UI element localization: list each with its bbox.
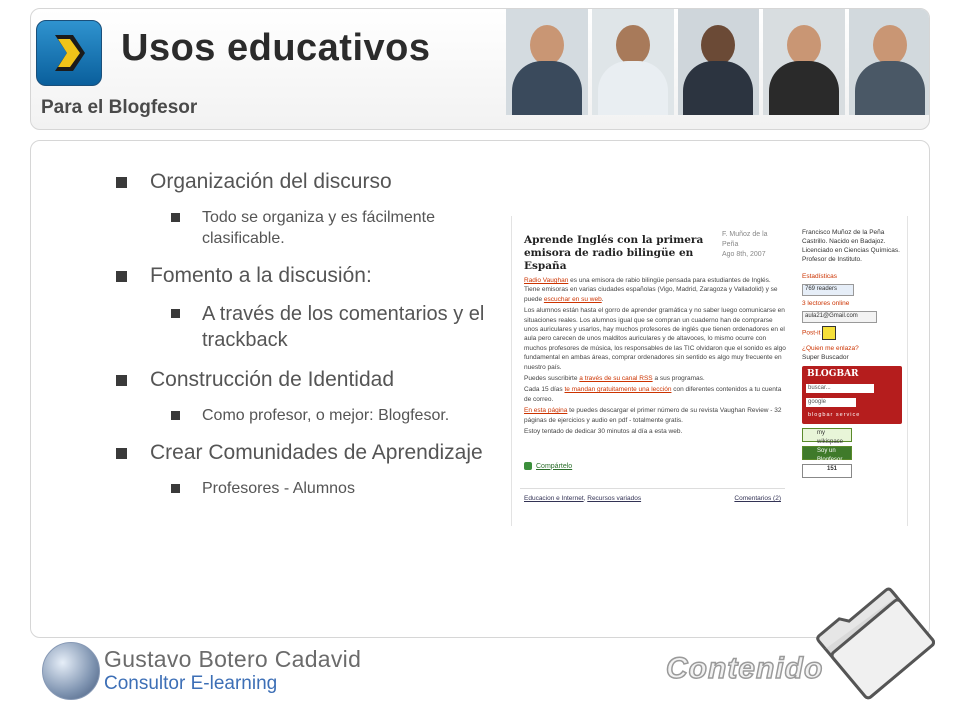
post-title: Aprende Inglés con la primera emisora de radio bilingüe en España (524, 234, 704, 272)
header-photo (506, 9, 588, 115)
square-bullet-icon (171, 213, 180, 222)
contenido-button[interactable]: Contenido (666, 652, 824, 685)
share-button[interactable]: Compártelo (524, 462, 572, 470)
square-bullet-icon (171, 484, 180, 493)
bullet-list (116, 169, 501, 513)
link-radio[interactable]: Radio Vaughan (524, 277, 569, 284)
online-count: 3 lectores online (802, 300, 850, 307)
blog-screenshot (511, 216, 908, 526)
post-meta (722, 230, 782, 260)
links-link[interactable]: ¿Quien me enlaza? (802, 345, 859, 352)
blogbar-service: blogbar service (808, 412, 861, 418)
link-lesson[interactable]: te mandan gratuitamente una lección (564, 386, 672, 394)
blogfesor-badge[interactable]: Soy un Blogfesor (802, 446, 852, 460)
header-photo (849, 9, 930, 115)
header-photo (678, 9, 760, 115)
square-bullet-icon (116, 271, 127, 282)
bullet-item: Organización del discurso (116, 169, 501, 195)
square-bullet-icon (171, 411, 180, 420)
sub-bullet-item: Todo se organiza y es fácilmente clasificable. (171, 207, 501, 249)
header-photo (592, 9, 674, 115)
globe-logo-icon (42, 642, 100, 700)
square-bullet-icon (171, 309, 180, 318)
bullet-item: Crear Comunidades de Aprendizaje (116, 440, 501, 466)
author-role: Consultor E-learning (104, 673, 278, 694)
blogbar-engine-select[interactable]: google (806, 398, 856, 407)
post-date: Ago 8th, 2007 (722, 251, 766, 258)
content-panel (30, 140, 930, 638)
blogbar-search-input[interactable]: buscar... (806, 384, 874, 393)
page-title: Usos educativos (121, 27, 431, 69)
wikispace-badge[interactable]: my wikispace (802, 428, 852, 442)
slide-header (30, 8, 930, 130)
link-page[interactable]: En esta página (524, 407, 568, 415)
square-bullet-icon (116, 448, 127, 459)
square-bullet-icon (116, 177, 127, 188)
blog-sidebar (802, 228, 902, 482)
header-photo (763, 9, 845, 115)
sub-bullet-item: A través de los comentarios y el trackback (171, 301, 501, 353)
sub-bullet-item: Profesores - Alumnos (171, 478, 501, 499)
folder-icon[interactable] (815, 580, 940, 705)
share-icon (524, 462, 532, 470)
top-blogs-badge[interactable]: 151 (802, 464, 852, 478)
link-listen[interactable]: escuchar en su web (543, 295, 602, 303)
comments-link[interactable]: Comentarios (2) (734, 495, 781, 502)
author-bio: Francisco Muñoz de la Peña Castrillo. Nacido en Badajoz. Licenciado en Ciencias Químicas. Profesor de Instituto. (802, 229, 900, 263)
author-name: Gustavo Botero Cadavid (104, 646, 362, 672)
header-photo-strip (506, 9, 930, 115)
tag-link[interactable]: Educacion e Internet (524, 495, 584, 502)
sub-bullet-item: Como profesor, o mejor: Blogfesor. (171, 405, 501, 426)
square-bullet-icon (116, 375, 127, 386)
postit-icon (822, 326, 836, 340)
bullet-item: Fomento a la discusión: (116, 263, 501, 289)
postit-link[interactable]: Post-it (802, 326, 902, 340)
post-author: F. Muñoz de la Peña (722, 231, 768, 248)
bullet-item: Construcción de Identidad (116, 367, 501, 393)
link-rss[interactable]: a través de su canal RSS (579, 375, 653, 383)
post-body: Radio Vaughan es una emisora de rabio bilingüe pensada para estudiantes de Inglés. Tiene emisoras en varias ciudades españolas (Vigo, Madrid, Zaragoza y Valladolid) y se puede escuchar en su web. Los alumnos están hasta el gorro de aprender gramática y no saber luego comunicarse en situaciones reales. Los alumnos igual que se compran un cuaderno han de comprarse unos auriculares y usarlos, hay muchos profesores de inglés que tienen ordenadores en el aula pero carecen de unos malditos auriculares y de altavoces, lo mismo ocurre con muchos profesores de música, los responsables de las TIC olvidaron que el sonido es algo fundamental en ambas áreas, comprar ordenadores sin sentido es algo muy frecuente en nuestro país. Puedes suscribirte a través de su canal RSS a sus programas. Cada 15 días te mandan gratuitamente una lección con diferentes contenidos a tu cuenta de correo. En esta página te puedes descargar el primer número de su revista Vaughan Review - 32 páginas de ejercicios y audio en pdf - totalmente gratis. Estoy tentado de dedicar 30 minutos al día a esta web. (524, 277, 786, 436)
email-badge[interactable]: aula21@Gmail.com (802, 311, 877, 323)
tag-link[interactable]: Recursos variados (587, 495, 642, 502)
blogbar-widget: BLOGBAR buscar... google blogbar service (802, 366, 902, 424)
chevron-right-icon[interactable] (36, 20, 102, 86)
stats-link[interactable]: Estadísticas (802, 273, 838, 280)
page-subtitle: Para el Blogfesor (41, 97, 198, 118)
readers-badge[interactable]: 769 readers (802, 284, 854, 296)
post-footer: Educacion e Internet, Recursos variados Comentarios (2) (520, 488, 785, 508)
search-heading: Super Buscador (802, 354, 849, 361)
